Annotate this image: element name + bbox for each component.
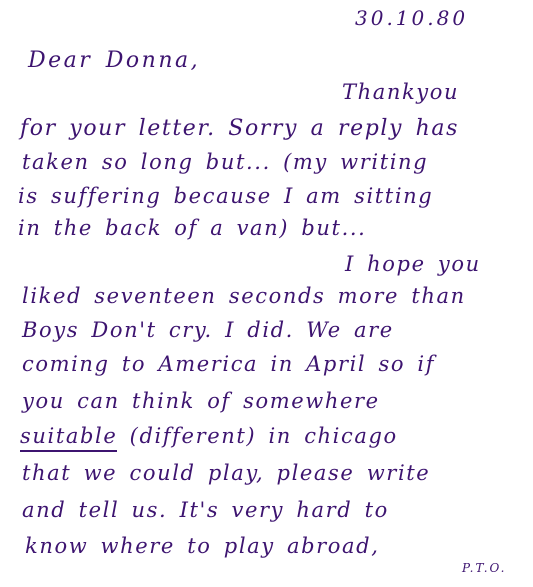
letter-line: and tell us. It's very hard to: [22, 498, 389, 522]
letter-line: coming to America in April so if: [22, 352, 436, 376]
letter-line: liked seventeen seconds more than: [22, 284, 466, 308]
letter-line: that we could play, please write: [22, 461, 431, 485]
letter-line-rest: (different) in chicago: [129, 424, 398, 448]
letter-line: Boys Don't cry. I did. We are: [22, 318, 394, 342]
letter-line: taken so long but... (my writing: [22, 150, 429, 174]
letter-line: [20, 426, 398, 447]
letter-line: you can think of somewhere: [22, 389, 380, 413]
letter-line: for your letter. Sorry a reply has: [20, 116, 460, 141]
underlined-word: suitable: [20, 424, 117, 452]
letter-line: in the back of a van) but...: [18, 216, 367, 240]
letter-date: 30.10.80: [355, 6, 469, 30]
letter-line: is suffering because I am sitting: [18, 184, 434, 208]
pto-note: P.T.O.: [462, 561, 507, 575]
letter-greeting: Dear Donna,: [28, 48, 201, 73]
letter-line: I hope you: [345, 252, 481, 276]
letter-line: Thankyou: [342, 80, 460, 104]
letter-line: know where to play abroad,: [25, 534, 380, 558]
